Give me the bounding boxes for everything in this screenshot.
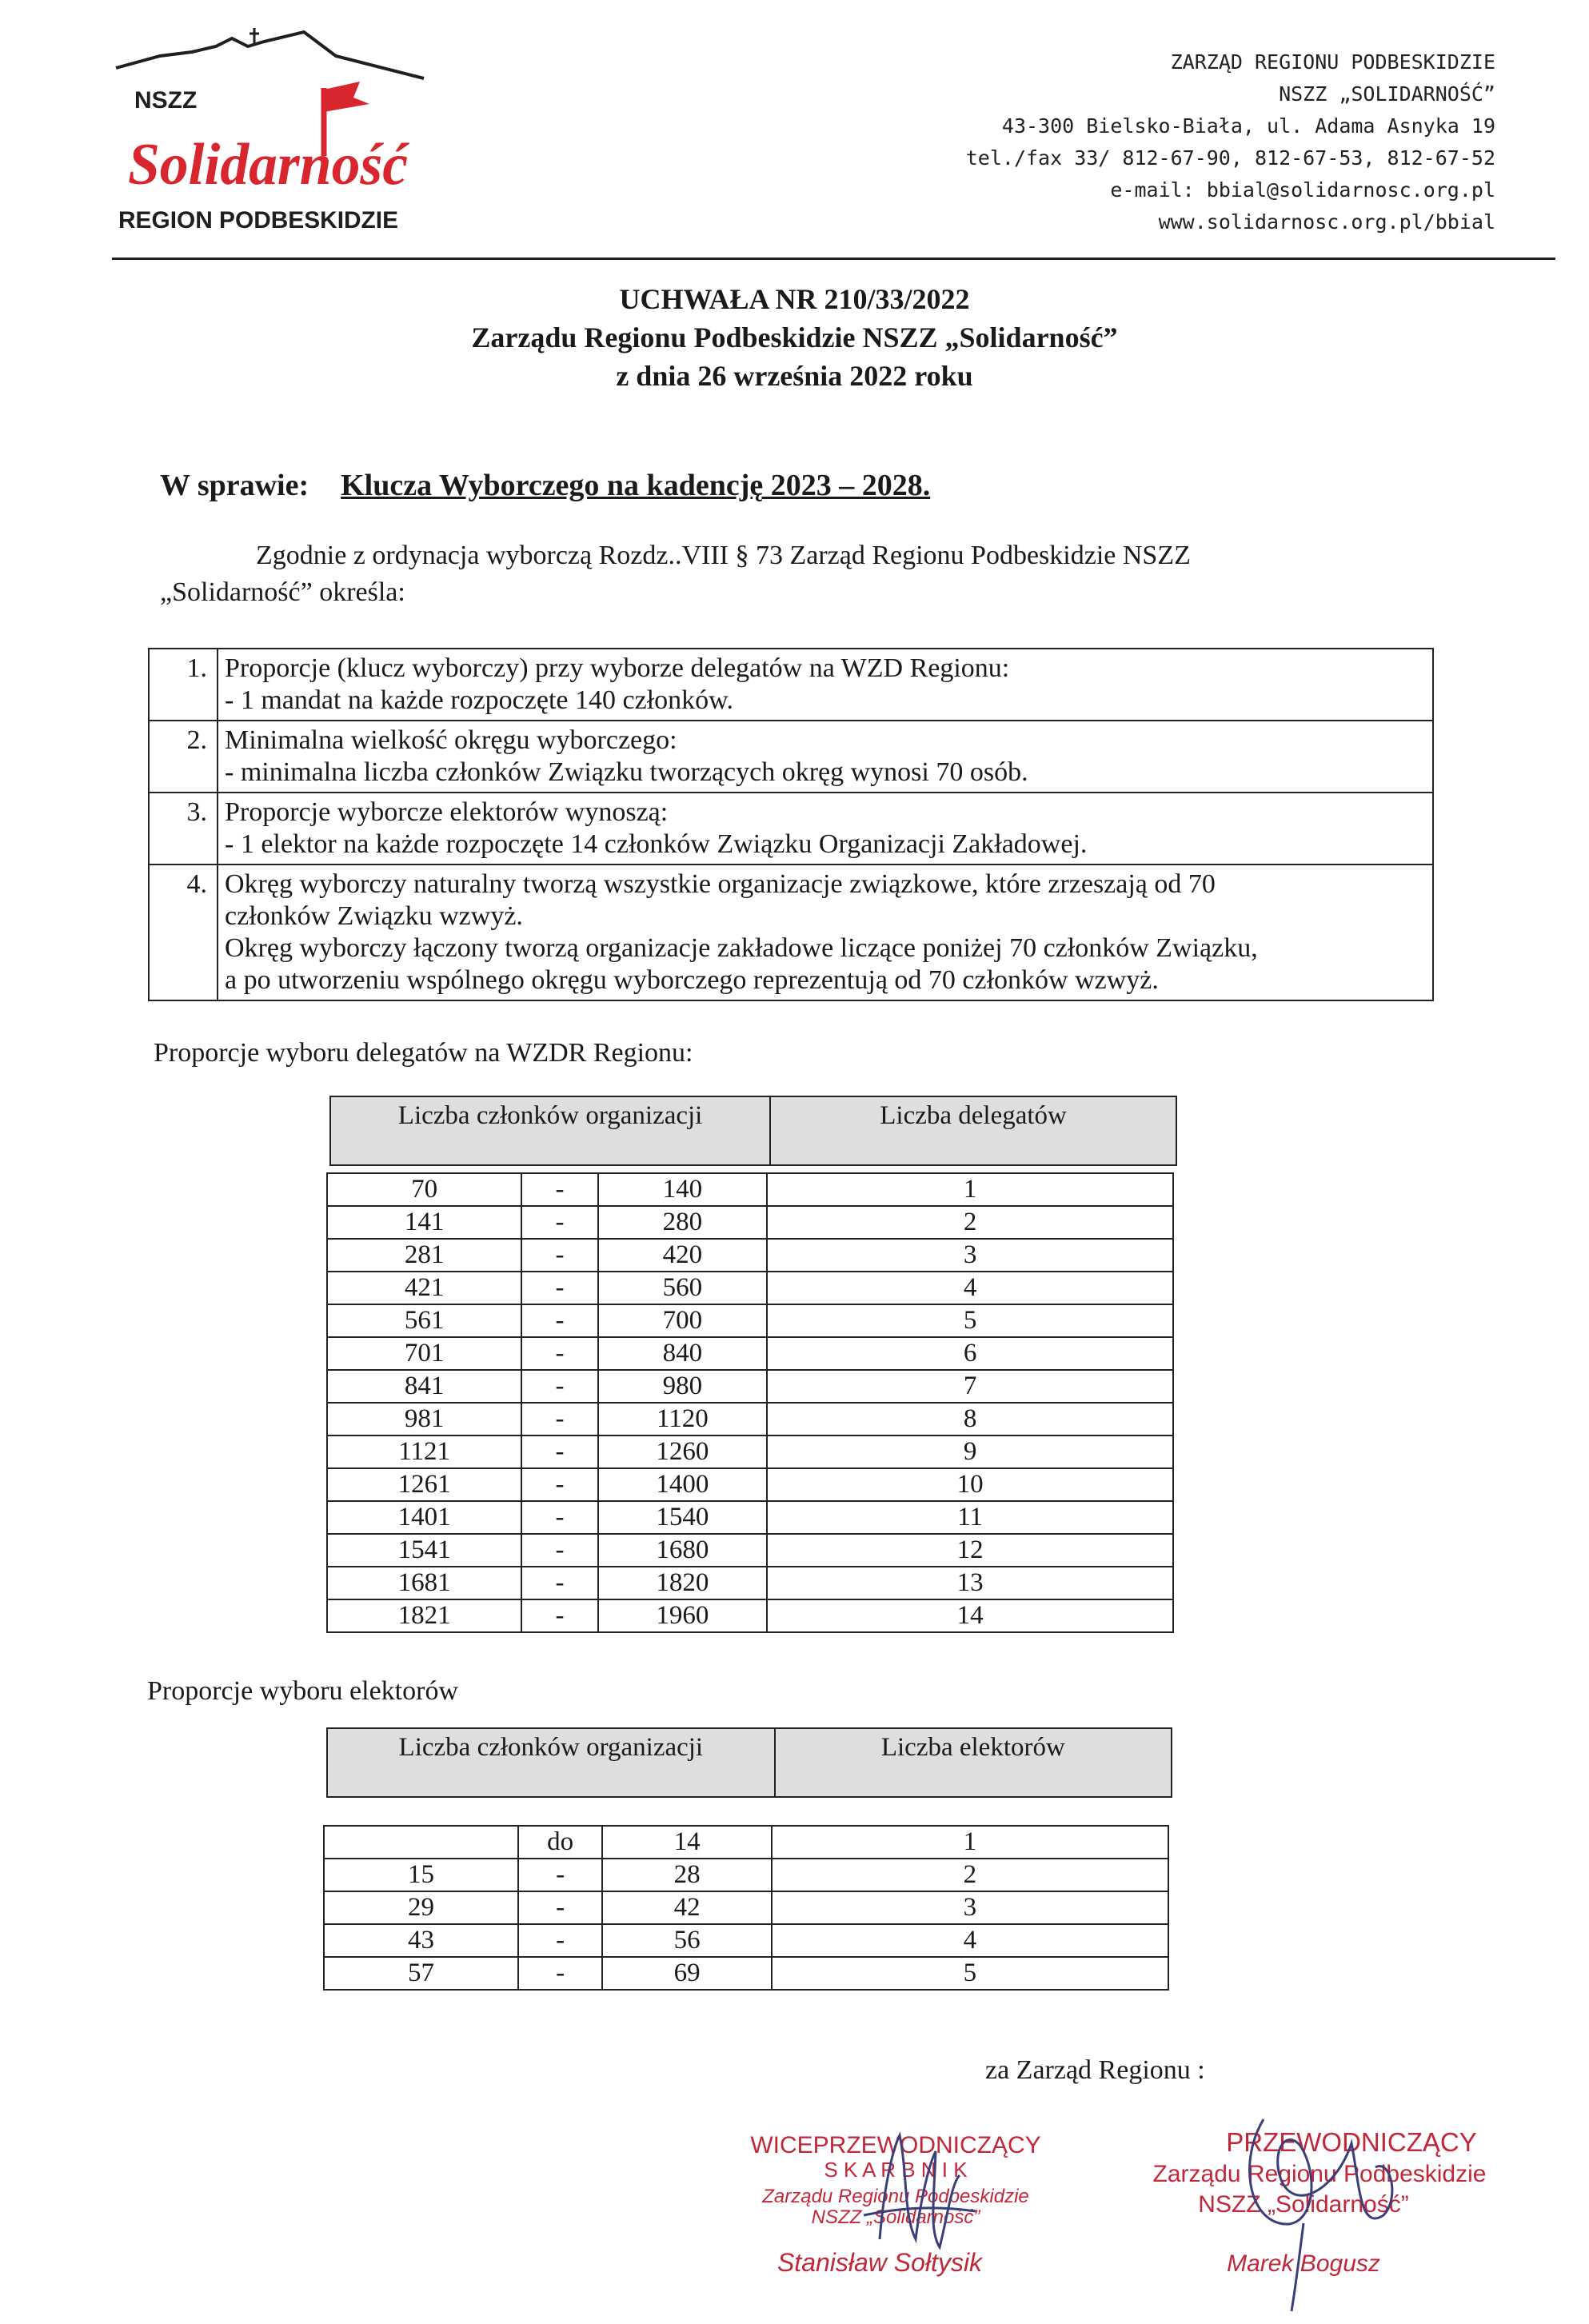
treasurer-stamp-graphic (720, 2119, 1072, 2303)
table-row (327, 1337, 1173, 1370)
count-cell: 1 (772, 1826, 1168, 1859)
rule-row (149, 793, 1433, 865)
rule-text (218, 649, 1433, 721)
rules-table (148, 648, 1434, 1001)
electors-caption: Proporcje wyboru elektorów (147, 1676, 459, 1706)
logo-nszz-text: NSZZ (134, 87, 198, 114)
range-separator-cell: - (521, 1370, 597, 1403)
range-separator-cell: - (521, 1272, 597, 1304)
range-from-cell: 1121 (327, 1436, 521, 1468)
table-row (327, 1206, 1173, 1239)
range-from-cell: 421 (327, 1272, 521, 1304)
table-row (327, 1599, 1173, 1632)
range-from-cell: 281 (327, 1239, 521, 1272)
range-from-cell: 70 (327, 1173, 521, 1206)
range-from-cell: 1401 (327, 1501, 521, 1534)
header-contact-block (920, 46, 1495, 238)
rule-text (218, 793, 1433, 865)
intro-line2: „Solidarność” określa: (160, 577, 405, 607)
count-cell: 11 (767, 1501, 1173, 1534)
range-from-cell: 141 (327, 1206, 521, 1239)
rule-line: - minimalna liczba członków Związku tworzących okręg wynosi 70 osób. (225, 757, 1028, 787)
range-separator-cell: - (521, 1304, 597, 1337)
count-cell: 6 (767, 1337, 1173, 1370)
count-cell: 2 (772, 1859, 1168, 1891)
subject-label: W sprawie: (160, 469, 309, 502)
stamp-left-name: Stanisław Sołtysik (777, 2248, 983, 2277)
range-to-cell: 14 (602, 1826, 771, 1859)
range-separator-cell: - (521, 1436, 597, 1468)
org-email[interactable]: e-mail: bbial@solidarnosc.org.pl (1110, 178, 1495, 202)
logo-brand-text: Solidarność (128, 132, 410, 198)
table-row (327, 1173, 1173, 1206)
rule-line: Okręg wyborczy naturalny tworzą wszystkie organizacje związkowe, które zrzeszają od 70 (225, 869, 1216, 899)
range-to-cell: 1960 (598, 1599, 768, 1632)
count-cell: 9 (767, 1436, 1173, 1468)
stamp-right-role: PRZEWODNICZĄCY (1226, 2127, 1477, 2157)
range-to-cell: 1400 (598, 1468, 768, 1501)
rule-text (218, 721, 1433, 793)
electors-header-table (326, 1727, 1172, 1798)
rule-text (218, 865, 1433, 1000)
range-to-cell: 840 (598, 1337, 768, 1370)
count-cell: 10 (767, 1468, 1173, 1501)
count-cell: 3 (772, 1891, 1168, 1924)
count-cell: 13 (767, 1567, 1173, 1599)
treasurer-stamp (720, 2119, 1072, 2303)
range-from-cell: 1261 (327, 1468, 521, 1501)
range-to-cell: 56 (602, 1924, 771, 1957)
count-cell: 5 (767, 1304, 1173, 1337)
range-separator-cell: - (521, 1403, 597, 1436)
count-cell: 5 (772, 1957, 1168, 1990)
count-cell: 2 (767, 1206, 1173, 1239)
range-from-cell: 561 (327, 1304, 521, 1337)
rule-number: 3. (149, 793, 218, 865)
electors-count-header: Liczba elektorów (775, 1728, 1172, 1797)
rule-number: 1. (149, 649, 218, 721)
range-to-cell: 1820 (598, 1567, 768, 1599)
rule-row (149, 649, 1433, 721)
stamp-left-role2: S K A R B N I K (824, 2158, 968, 2182)
table-row (327, 1534, 1173, 1567)
range-from-cell: 1681 (327, 1567, 521, 1599)
range-from-cell: 1821 (327, 1599, 521, 1632)
range-to-cell: 1120 (598, 1403, 768, 1436)
range-from-cell: 57 (324, 1957, 518, 1990)
range-separator-cell: - (518, 1924, 603, 1957)
resolution-title (0, 280, 1589, 395)
rule-line: - 1 mandat na każde rozpoczęte 140 członków. (225, 685, 733, 715)
delegates-count-header: Liczba delegatów (770, 1096, 1176, 1165)
range-to-cell: 1680 (598, 1534, 768, 1567)
stamp-right-org: NSZZ „Solidarność” (1198, 2191, 1409, 2218)
range-from-cell: 841 (327, 1370, 521, 1403)
table-row (324, 1826, 1168, 1859)
count-cell: 4 (772, 1924, 1168, 1957)
range-to-cell: 28 (602, 1859, 771, 1891)
table-row (324, 1891, 1168, 1924)
rule-line: Minimalna wielkość okręgu wyborczego: (225, 725, 677, 755)
signature-heading: za Zarząd Regionu : (985, 2055, 1205, 2085)
rule-line: Proporcje wyborcze elektorów wynoszą: (225, 797, 669, 827)
rule-line: - 1 elektor na każde rozpoczęte 14 członków Związku Organizacji Zakładowej. (225, 829, 1088, 859)
header-divider (112, 258, 1555, 260)
range-to-cell: 42 (602, 1891, 771, 1924)
subject-value: Klucza Wyborczego na kadencję 2023 – 2028. (341, 469, 931, 502)
count-cell: 8 (767, 1403, 1173, 1436)
org-name-line1: ZARZĄD REGIONU PODBESKIDZIE (1170, 50, 1495, 74)
stamp-right-unit: Zarządu Regionu Podbeskidzie (1152, 2161, 1487, 2187)
table-row (324, 1859, 1168, 1891)
range-from-cell: 15 (324, 1859, 518, 1891)
rule-line: Okręg wyborczy łączony tworzą organizacje zakładowe liczące poniżej 70 członków Związku, (225, 933, 1258, 963)
range-separator-cell: - (521, 1599, 597, 1632)
range-from-cell (324, 1826, 518, 1859)
table-row (327, 1370, 1173, 1403)
chairman-stamp-graphic (1120, 2095, 1535, 2319)
rule-number: 2. (149, 721, 218, 793)
rule-line: a po utworzeniu wspólnego okręgu wyborczego reprezentują od 70 członków wzwyż. (225, 965, 1159, 995)
range-from-cell: 981 (327, 1403, 521, 1436)
count-cell: 4 (767, 1272, 1173, 1304)
stamp-left-role: WICEPRZEWODNICZĄCY (750, 2132, 1041, 2158)
count-cell: 12 (767, 1534, 1173, 1567)
range-to-cell: 140 (598, 1173, 768, 1206)
electors-table (323, 1825, 1169, 1991)
range-to-cell: 1540 (598, 1501, 768, 1534)
table-row (327, 1567, 1173, 1599)
range-separator-cell: - (518, 1891, 603, 1924)
table-row (327, 1468, 1173, 1501)
range-to-cell: 69 (602, 1957, 771, 1990)
delegates-caption: Proporcje wyboru delegatów na WZDR Regionu: (154, 1038, 693, 1068)
count-cell: 3 (767, 1239, 1173, 1272)
table-row (327, 1501, 1173, 1534)
org-website[interactable]: www.solidarnosc.org.pl/bbial (1158, 210, 1495, 234)
table-row (327, 1304, 1173, 1337)
range-separator-cell: - (521, 1337, 597, 1370)
range-separator-cell: - (521, 1468, 597, 1501)
table-row (327, 1272, 1173, 1304)
range-from-cell: 701 (327, 1337, 521, 1370)
stamp-left-unit: Zarządu Regionu Podbeskidzie (762, 2186, 1029, 2207)
title-line2: Zarządu Regionu Podbeskidzie NSZZ „Solidarność” (471, 321, 1118, 353)
rule-row (149, 865, 1433, 1000)
table-row (327, 1436, 1173, 1468)
range-separator-cell: - (518, 1859, 603, 1891)
electors-members-header: Liczba członków organizacji (327, 1728, 775, 1797)
intro-paragraph (160, 537, 1399, 611)
delegates-header-table (329, 1096, 1177, 1166)
subject-line (160, 468, 930, 503)
range-from-cell: 43 (324, 1924, 518, 1957)
range-separator-cell: do (518, 1826, 603, 1859)
table-row (327, 1403, 1173, 1436)
range-separator-cell: - (521, 1534, 597, 1567)
delegates-table (326, 1172, 1174, 1633)
rule-line: członków Związku wzwyż. (225, 901, 523, 931)
range-to-cell: 1260 (598, 1436, 768, 1468)
count-cell: 1 (767, 1173, 1173, 1206)
range-to-cell: 980 (598, 1370, 768, 1403)
org-name-line2: NSZZ „SOLIDARNOŚĆ” (1279, 82, 1495, 106)
delegates-members-header: Liczba członków organizacji (330, 1096, 770, 1165)
mountain-logo-graphic (112, 24, 448, 240)
title-line1: UCHWAŁA NR 210/33/2022 (619, 283, 970, 315)
solidarnosc-logo (112, 24, 448, 240)
range-from-cell: 29 (324, 1891, 518, 1924)
count-cell: 7 (767, 1370, 1173, 1403)
stamp-left-org: NSZZ „Solidarność” (811, 2206, 980, 2228)
org-phone: tel./fax 33/ 812-67-90, 812-67-53, 812-67-52 (965, 146, 1495, 170)
table-row (327, 1239, 1173, 1272)
range-separator-cell: - (521, 1173, 597, 1206)
rule-row (149, 721, 1433, 793)
intro-line1: Zgodnie z ordynacja wyborczą Rozdz..VIII § 73 Zarząd Regionu Podbeskidzie NSZZ (256, 541, 1191, 570)
org-address: 43-300 Bielsko-Biała, ul. Adama Asnyka 19 (1001, 114, 1495, 138)
chairman-stamp (1120, 2095, 1535, 2319)
range-to-cell: 700 (598, 1304, 768, 1337)
range-separator-cell: - (521, 1567, 597, 1599)
range-from-cell: 1541 (327, 1534, 521, 1567)
rule-number: 4. (149, 865, 218, 1000)
range-to-cell: 280 (598, 1206, 768, 1239)
count-cell: 14 (767, 1599, 1173, 1632)
title-line3: z dnia 26 września 2022 roku (616, 360, 973, 392)
range-separator-cell: - (521, 1239, 597, 1272)
range-separator-cell: - (521, 1501, 597, 1534)
table-row (324, 1957, 1168, 1990)
stamp-right-name: Marek Bogusz (1227, 2250, 1380, 2277)
rule-line: Proporcje (klucz wyborczy) przy wyborze delegatów na WZD Regionu: (225, 653, 1010, 683)
logo-region-text: REGION PODBESKIDZIE (118, 207, 398, 234)
range-separator-cell: - (518, 1957, 603, 1990)
range-to-cell: 560 (598, 1272, 768, 1304)
table-row (324, 1924, 1168, 1957)
range-to-cell: 420 (598, 1239, 768, 1272)
range-separator-cell: - (521, 1206, 597, 1239)
